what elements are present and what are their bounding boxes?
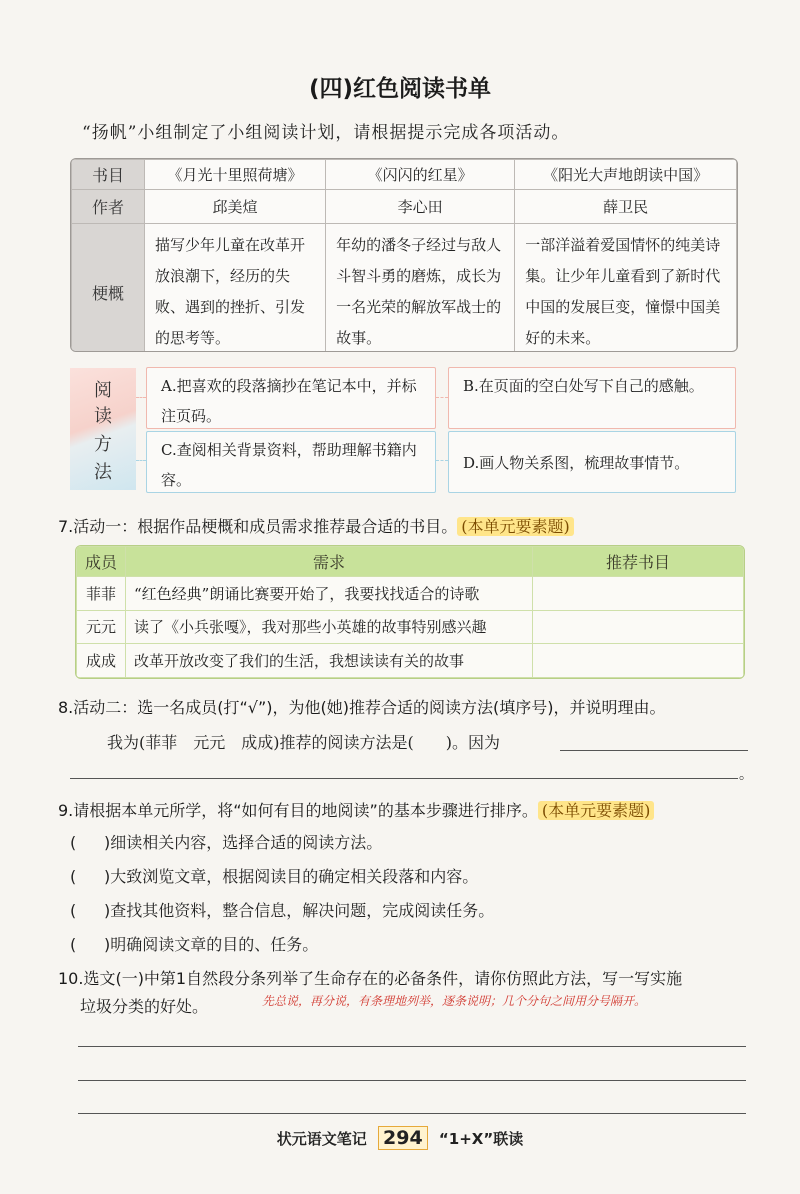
answer-line[interactable] — [78, 1080, 746, 1081]
book-title: 《月光十里照荷塘》 — [145, 160, 326, 190]
step-text: )明确阅读文章的目的、任务。 — [104, 935, 319, 954]
member-need: 读了《小兵张嘎》，我对那些小英雄的故事特别感兴趣 — [126, 610, 533, 644]
answer-line[interactable] — [78, 1113, 746, 1114]
connector — [136, 460, 146, 461]
question-10-line1: 10.选文(一)中第1自然段分条列举了生命存在的必备条件，请你仿照此方法，写一写实施 — [58, 969, 683, 988]
header-member: 成员 — [77, 547, 126, 577]
book-author: 薛卫民 — [515, 190, 737, 224]
question-9-tag: (本单元要素题) — [538, 801, 655, 820]
method-c-box: C.查阅相关背景资料，帮助理解书籍内容。 — [146, 431, 436, 493]
member-need: 改革开放改变了我们的生活，我想读读有关的故事 — [126, 644, 533, 678]
header-need: 需求 — [126, 547, 533, 577]
book-summary: 年幼的潘冬子经过与敌人斗智斗勇的磨炼，成长为一名光荣的解放军战士的故事。 — [326, 224, 515, 353]
question-9 — [58, 798, 654, 821]
question-7-text: 7.活动一：根据作品梗概和成员需求推荐最合适的书目。 — [58, 517, 458, 536]
recommend-answer-cell[interactable] — [533, 577, 744, 611]
answer-line[interactable] — [78, 1046, 746, 1047]
method-d-box: D.画人物关系图，梳理故事情节。 — [448, 431, 736, 493]
question-7 — [58, 514, 574, 537]
step-text: )大致浏览文章，根据阅读目的确定相关段落和内容。 — [104, 867, 479, 886]
header-recommend: 推荐书目 — [533, 547, 744, 577]
book-author: 邱美煊 — [145, 190, 326, 224]
step-text: )查找其他资料，整合信息，解决问题，完成阅读任务。 — [104, 901, 495, 920]
book-title: 《阳光大声地朗读中国》 — [515, 160, 737, 190]
member-name: 菲菲 — [77, 577, 126, 611]
answer-line[interactable] — [70, 778, 738, 779]
footer-series: “1+X”联读 — [438, 1130, 524, 1148]
member-need: “红色经典”朗诵比赛要开始了，我要找找适合的诗歌 — [126, 577, 533, 611]
method-char: 读 — [94, 406, 112, 427]
question-9-text: 9.请根据本单元所学，将“如何有目的地阅读”的基本步骤进行排序。 — [58, 801, 538, 820]
question-8: 8.活动二：选一名成员(打“√”)，为他(她)推荐合适的阅读方法(填序号)，并说明理由。 — [58, 698, 666, 717]
book-title: 《闪闪的红星》 — [326, 160, 515, 190]
method-char: 阅 — [94, 380, 112, 401]
period-mark: 。 — [739, 767, 753, 783]
member-name: 元元 — [77, 610, 126, 644]
step-answer-paren[interactable]: ( — [70, 901, 109, 920]
page-footer — [0, 1126, 800, 1150]
step-answer-paren[interactable]: ( — [70, 833, 109, 852]
footer-book-title: 状元语文笔记 — [276, 1130, 367, 1148]
answer-line[interactable] — [560, 750, 748, 751]
question-7-tag: (本单元要素题) — [457, 517, 574, 536]
connector — [436, 460, 448, 461]
question-8-answer-prompt: 我为(菲菲 元元 成成)推荐的阅读方法是( )。因为 — [107, 733, 500, 752]
row-label-author: 作者 — [72, 190, 145, 224]
member-table — [75, 545, 745, 679]
handwritten-note: 先总说，再分说，有条理地列举，逐条说明；几个分句之间用分号隔开。 — [262, 994, 647, 1008]
connector — [136, 397, 146, 398]
recommend-answer-cell[interactable] — [533, 610, 744, 644]
row-label-summary: 梗概 — [72, 224, 145, 353]
recommend-answer-cell[interactable] — [533, 644, 744, 678]
row-label-title: 书目 — [72, 160, 145, 190]
intro-text: “扬帆”小组制定了小组阅读计划，请根据提示完成各项活动。 — [82, 123, 570, 143]
step-text: )细读相关内容，选择合适的阅读方法。 — [104, 833, 383, 852]
page-title: (四)红色阅读书单 — [308, 76, 492, 102]
method-char: 方 — [94, 434, 112, 455]
method-b-box: B.在页面的空白处写下自己的感触。 — [448, 367, 736, 429]
method-char: 法 — [94, 462, 112, 483]
member-name: 成成 — [77, 644, 126, 678]
book-list-table — [70, 158, 738, 352]
book-summary: 描写少年儿童在改革开放浪潮下，经历的失败、遇到的挫折、引发的思考等。 — [145, 224, 326, 353]
step-answer-paren[interactable]: ( — [70, 935, 109, 954]
page-number: 294 — [378, 1126, 428, 1150]
connector — [436, 397, 448, 398]
book-summary: 一部洋溢着爱国情怀的纯美诗集。让少年儿童看到了新时代中国的发展巨变，憧憬中国美好的未来。 — [515, 224, 737, 353]
method-a-box: A.把喜欢的段落摘抄在笔记本中，并标注页码。 — [146, 367, 436, 429]
reading-method-label — [70, 368, 136, 490]
step-answer-paren[interactable]: ( — [70, 867, 109, 886]
question-10-line2: 垃圾分类的好处。 — [80, 997, 209, 1016]
book-author: 李心田 — [326, 190, 515, 224]
